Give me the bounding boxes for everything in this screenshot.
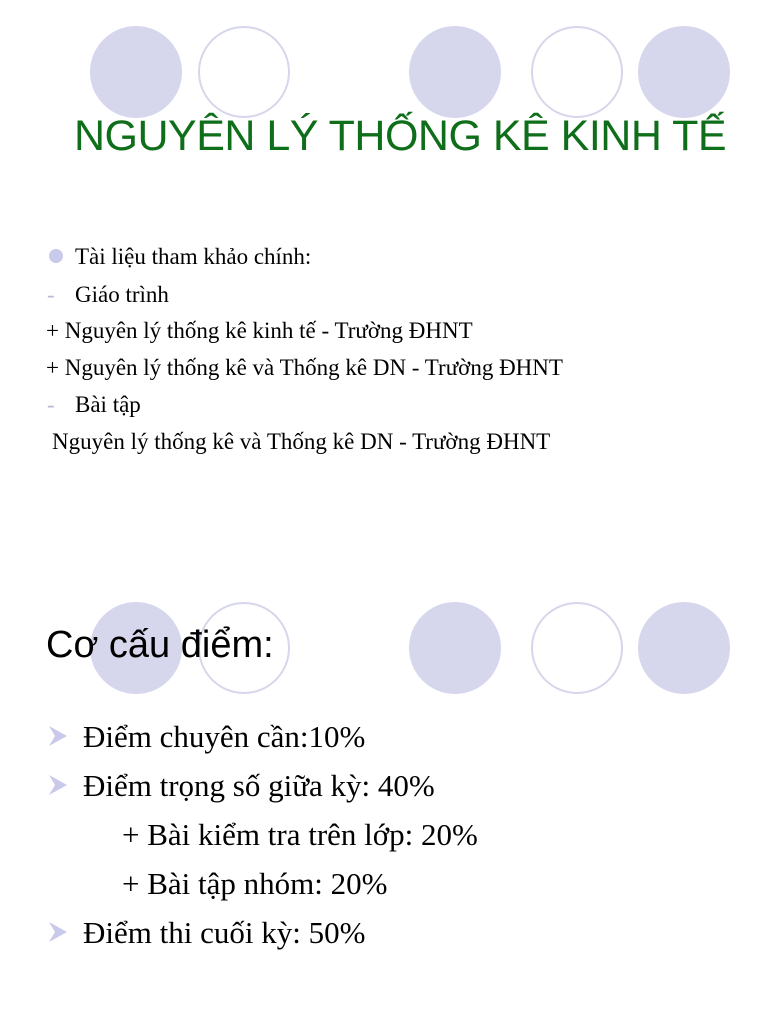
arrow-bullet-icon [48,725,68,747]
textbook-item: + Nguyên lý thống kê kinh tế - Trường ĐHNT [46,318,473,343]
decor-circle-filled [638,602,730,694]
slide-grading [0,512,768,1024]
grading-item: Điểm trọng số giữa kỳ: 40% [83,768,435,803]
decor-circle-filled [638,26,730,118]
exercise-label: Bài tập [75,392,141,417]
grading-subitem: + Bài kiểm tra trên lớp: 20% [122,817,478,852]
arrow-bullet-icon [48,774,68,796]
exercise-item: Nguyên lý thống kê và Thống kê DN - Trường ĐHNT [52,429,551,454]
grading-subitem: + Bài tập nhóm: 20% [122,866,388,901]
grading-item: Điểm thi cuối kỳ: 50% [83,915,366,950]
dash-bullet-icon: - [47,392,55,417]
decor-circle-ring [531,602,623,694]
decor-circle-ring [198,26,290,118]
grading-item: Điểm chuyên cần:10% [83,719,366,754]
slide-title: Cơ cấu điểm: [46,624,274,666]
decor-circle-filled [409,602,501,694]
dash-bullet-icon: - [47,282,55,307]
textbook-label: Giáo trình [75,282,169,307]
references-heading: Tài liệu tham khảo chính: [75,244,312,269]
decor-circle-filled [409,26,501,118]
slide-title: NGUYÊN LÝ THỐNG KÊ KINH TẾ [73,112,727,160]
textbook-item: + Nguyên lý thống kê và Thống kê DN - Trường ĐHNT [46,355,563,380]
decor-circle-ring [531,26,623,118]
decor-circle-filled [90,26,182,118]
arrow-bullet-icon [48,921,68,943]
bullet-dot-icon [49,249,63,263]
